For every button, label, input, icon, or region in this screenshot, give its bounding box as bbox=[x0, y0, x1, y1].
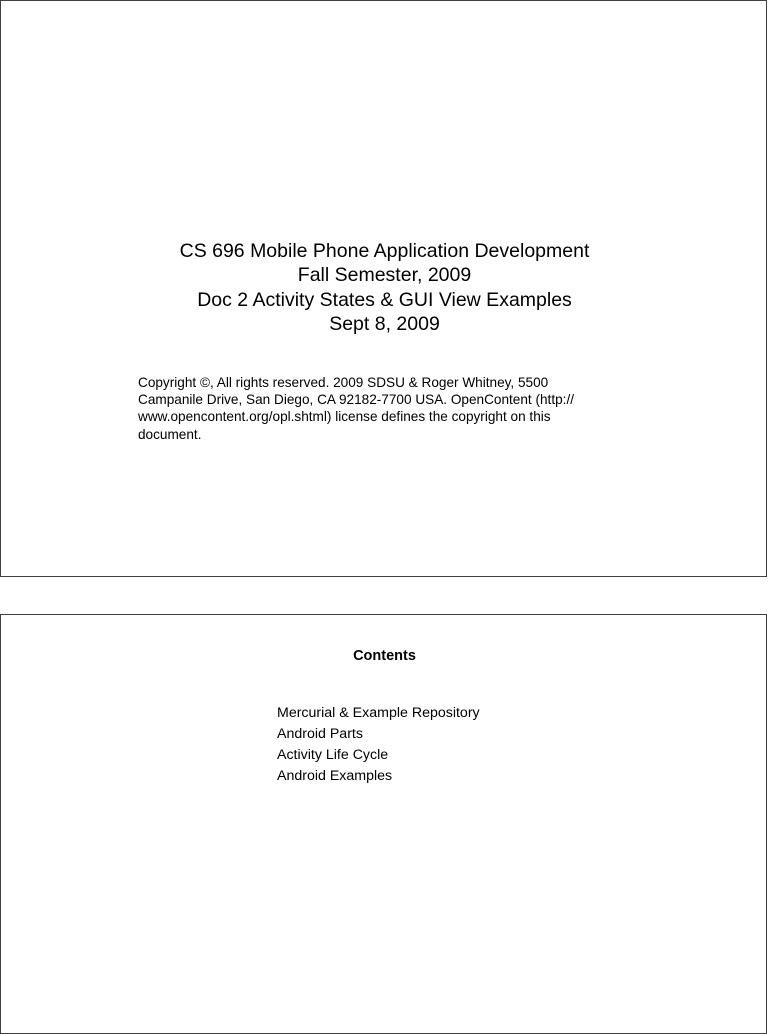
copyright-notice bbox=[138, 374, 628, 443]
contents-list bbox=[277, 703, 480, 787]
contents-item: Android Parts bbox=[277, 726, 363, 742]
document-title bbox=[1, 239, 768, 336]
copyright-line: www.opencontent.org/opl.shtml) license defines the copyright on this bbox=[138, 409, 551, 425]
course-title: CS 696 Mobile Phone Application Development bbox=[179, 240, 590, 262]
document-subtitle: Doc 2 Activity States & GUI View Examples bbox=[197, 288, 572, 311]
contents-heading: Contents bbox=[353, 648, 416, 664]
contents-item: Activity Life Cycle bbox=[277, 747, 389, 763]
document-date: Sept 8, 2009 bbox=[329, 312, 440, 335]
copyright-line: Copyright ©, All rights reserved. 2009 SDSU & Roger Whitney, 5500 bbox=[138, 375, 549, 390]
copyright-line: document. bbox=[138, 426, 202, 442]
copyright-line: Campanile Drive, San Diego, CA 92182-7700 USA. OpenContent (http:// bbox=[138, 392, 575, 408]
contents-slide bbox=[0, 614, 767, 1034]
contents-item: Android Examples bbox=[277, 768, 393, 784]
semester: Fall Semester, 2009 bbox=[297, 264, 472, 287]
contents-item: Mercurial & Example Repository bbox=[277, 705, 480, 721]
